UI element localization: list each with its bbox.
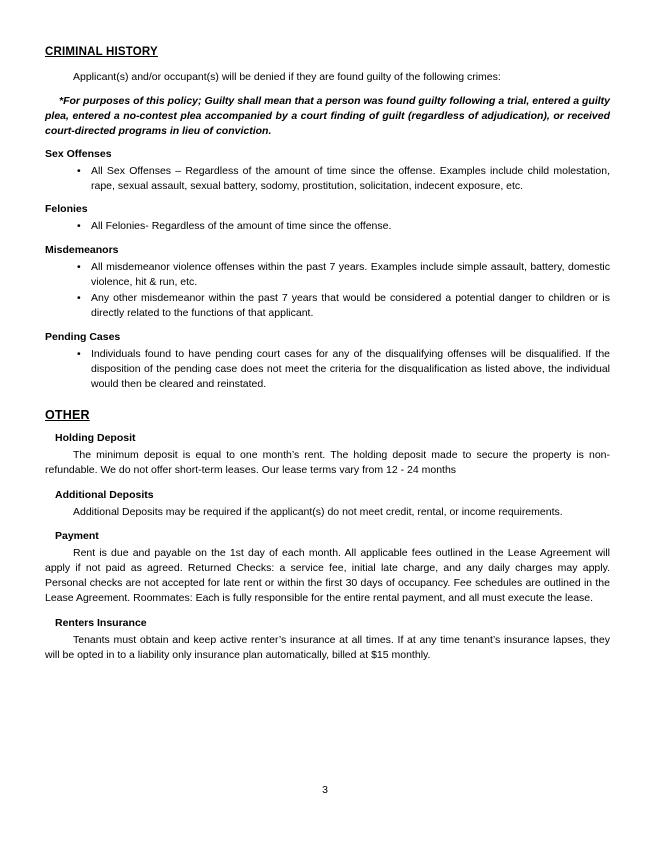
group-felonies [45, 203, 610, 234]
section-body: Rent is due and payable on the 1st day of each month. All applicable fees outlined in the Lease Agreement will apply if not paid as agreed. Returned Checks: a service fee, initial late charge, and any daily charges may apply. Personal checks are not accepted for late rent or within the first 30 days of occupancy. Fee schedules are outlined in the Lease Agreement. Roommates: Each is fully responsible for the entire rental payment, and all must execute the lease. [45, 547, 610, 605]
section-body: Tenants must obtain and keep active renter’s insurance at all times. If at any time tenant’s insurance lapses, they will be opted in to a liability only insurance plan automatically, billed at $15 monthly. [45, 634, 610, 661]
list-item: • All Felonies- Regardless of the amount of time since the offense. [77, 219, 610, 234]
group-title: Felonies [45, 203, 88, 216]
group-bullet-list [45, 347, 610, 392]
group-title: Misdemeanors [45, 244, 119, 257]
list-item: • Any other misdemeanor within the past 7 years that would be considered a potential danger to children or is directly related to the functions of that applicant. [77, 291, 610, 321]
list-item: • Individuals found to have pending court cases for any of the disqualifying offenses will be disqualified. If the disposition of the pending case does not meet the criteria for the disqualification as listed above, the individual would then be cleared and reinstated. [77, 347, 610, 392]
section-additional-deposits [45, 489, 610, 520]
group-bullet-list [45, 164, 610, 194]
other-heading: OTHER [45, 407, 90, 422]
section-title: Holding Deposit [55, 431, 136, 444]
criminal-history-heading: CRIMINAL HISTORY [45, 46, 158, 58]
group-pending-cases [45, 331, 610, 392]
section-holding-deposit [45, 432, 610, 478]
section-title: Renters Insurance [55, 617, 147, 630]
list-item: • All Sex Offenses – Regardless of the amount of time since the offense. Examples include child molestation, rape, sexual assault, sexual battery, sodomy, prostitution, solicitation, indecent exposure, etc. [77, 164, 610, 194]
criminal-history-policy-note: *For purposes of this policy; Guilty shall mean that a person was found guilty following a trial, entered a guilty plea, entered a no-contest plea accompanied by a court finding of guilt (regardless of adjudication), or received court-directed programs in lieu of conviction. [45, 94, 610, 137]
section-renters-insurance [45, 617, 610, 663]
criminal-history-intro: Applicant(s) and/or occupant(s) will be denied if they are found guilty of the following crimes: [73, 71, 501, 83]
group-misdemeanors [45, 244, 610, 321]
section-body: The minimum deposit is equal to one month’s rent. The holding deposit made to secure the property is non- refundable. We do not offer short-term leases. Our lease terms vary from 12 - 24 months [45, 448, 610, 476]
group-title: Pending Cases [45, 330, 121, 343]
group-title: Sex Offenses [45, 147, 112, 160]
list-item: • All misdemeanor violence offenses within the past 7 years. Examples include simple assault, battery, domestic violence, hit & run, etc. [77, 260, 610, 290]
section-title: Payment [55, 530, 99, 543]
page-number: 3 [322, 784, 328, 796]
section-title: Additional Deposits [55, 488, 154, 501]
group-bullet-list [45, 260, 610, 321]
group-bullet-list [45, 219, 610, 234]
group-sex-offenses [45, 148, 610, 194]
section-payment [45, 530, 610, 606]
section-body: Additional Deposits may be required if the applicant(s) do not meet credit, rental, or income requirements. [73, 505, 563, 518]
